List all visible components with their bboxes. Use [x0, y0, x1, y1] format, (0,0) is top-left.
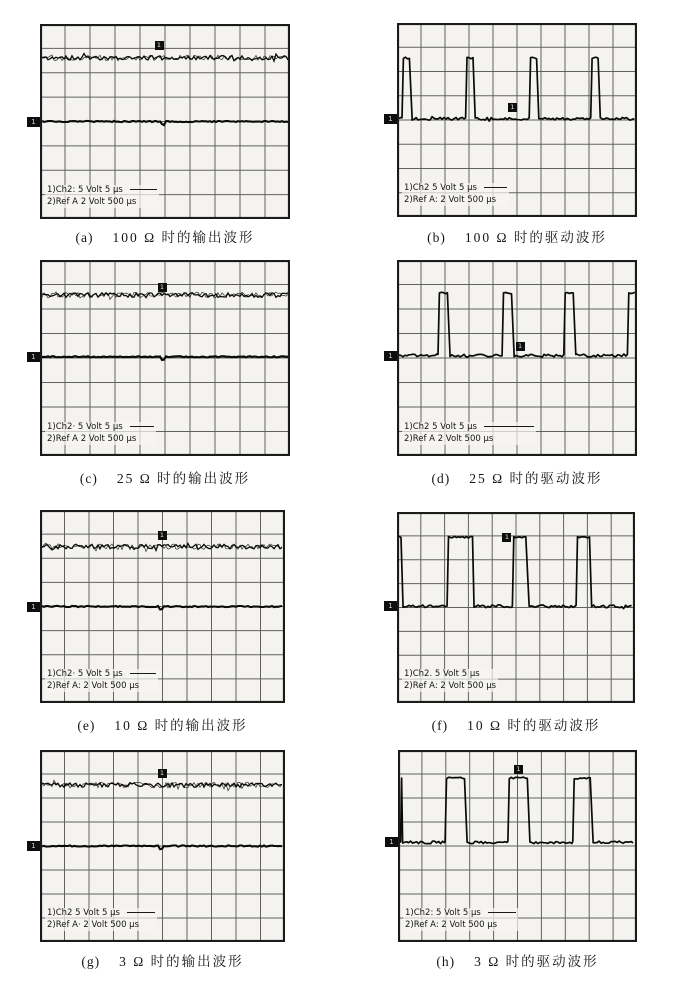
channel-marker-label: 1 [389, 838, 394, 847]
readout-line-2: 2)Ref A 2 Volt 500 μs [47, 196, 137, 207]
oscilloscope-screen [31, 750, 285, 942]
oscilloscope-screen [388, 512, 635, 703]
scope-readout [402, 422, 536, 445]
cursor-dash [130, 189, 157, 190]
channel-marker [27, 841, 40, 851]
channel-marker [27, 117, 40, 127]
trigger-marker-label: 1 [156, 40, 162, 49]
readout-line-1: 1)Ch2: 5 Volt 5 μs [47, 185, 123, 195]
channel-marker-label: 1 [388, 602, 393, 611]
figure-caption [5, 714, 320, 734]
figure-caption [5, 226, 325, 246]
trigger-marker [502, 533, 511, 542]
readout-line-2: 2)Ref A 2 Volt 500 μs [47, 433, 137, 444]
figure-caption [5, 467, 325, 487]
caption-text: 10 Ω 时的驱动波形 [467, 718, 601, 733]
channel-marker-label: 1 [31, 117, 36, 126]
figure-caption [362, 467, 672, 487]
trigger-marker-label: 1 [518, 342, 523, 351]
scope-readout [45, 422, 156, 445]
readout-line-2: 2)Ref A: 2 Volt 500 μs [47, 680, 140, 691]
channel-marker [27, 352, 40, 362]
caption-label: (c) [79, 471, 98, 486]
waveform-figure-b [388, 23, 637, 245]
cursor-dash [130, 426, 154, 427]
channel-marker-label: 1 [31, 602, 36, 611]
readout-line-2: 2)Ref A: 2 Volt 500 μs [404, 680, 497, 691]
waveform-figure-d [388, 260, 637, 486]
figure-caption [363, 950, 672, 970]
caption-text: 10 Ω 时的输出波形 [114, 718, 248, 733]
scope-readout [402, 669, 498, 692]
caption-text: 3 Ω 时的输出波形 [119, 954, 244, 969]
cursor-dash [484, 426, 534, 427]
trigger-marker-label: 1 [159, 530, 165, 539]
cursor-dash [484, 187, 507, 188]
caption-label: (a) [75, 230, 94, 245]
waveform-figure-c [31, 260, 290, 486]
channel-marker [384, 601, 397, 611]
readout-line-2: 2)Ref A 2 Volt 500 μs [404, 433, 494, 444]
cursor-dash [488, 912, 516, 913]
readout-line-1: 1)Ch2: 5 Volt 5 μs [405, 908, 481, 918]
scope-readout [45, 908, 157, 931]
oscilloscope-screen [388, 23, 637, 217]
channel-marker [384, 114, 397, 124]
figure-caption [362, 714, 670, 734]
readout-line-2: 2)Ref A: 2 Volt 500 μs [404, 194, 497, 205]
caption-text: 3 Ω 时的驱动波形 [474, 954, 599, 969]
scope-readout [403, 908, 518, 931]
readout-line-1: 1)Ch2. 5 Volt 5 μs [404, 669, 480, 679]
caption-label: (f) [431, 718, 449, 733]
channel-marker [384, 351, 397, 361]
trigger-marker-label: 1 [516, 765, 521, 774]
readout-line-1: 1)Ch2· 5 Volt 5 μs [47, 669, 123, 679]
waveform-figure-a [31, 24, 290, 245]
trigger-marker [516, 342, 525, 351]
readout-line-1: 1)Ch2 5 Volt 5 μs [404, 422, 477, 432]
readout-line-2: 2)Ref A· 2 Volt 500 μs [47, 919, 140, 930]
trigger-marker [158, 283, 167, 292]
channel-marker [385, 837, 398, 847]
trigger-marker-label: 1 [510, 103, 515, 112]
caption-text: 25 Ω 时的输出波形 [116, 471, 251, 486]
oscilloscope-screen [31, 260, 290, 456]
channel-marker-label: 1 [388, 114, 393, 123]
waveform-figure-h [389, 750, 637, 969]
cursor-dash [127, 912, 155, 913]
figure-caption [5, 950, 320, 970]
caption-label: (b) [427, 230, 446, 245]
readout-line-2: 2)Ref A: 2 Volt 500 μs [405, 919, 498, 930]
trigger-marker-label: 1 [159, 768, 165, 777]
caption-label: (d) [431, 471, 451, 486]
channel-marker-label: 1 [31, 352, 36, 361]
readout-line-1: 1)Ch2 5 Volt 5 μs [404, 183, 477, 193]
trigger-marker [158, 769, 167, 778]
waveform-figure-f [388, 512, 635, 733]
scope-readout [45, 669, 158, 692]
scope-readout [402, 183, 509, 206]
waveform-figure-e [31, 510, 285, 733]
trigger-marker [514, 765, 523, 774]
caption-label: (g) [81, 954, 101, 969]
trigger-marker-label: 1 [159, 283, 165, 292]
trigger-marker-label: 1 [504, 533, 510, 542]
trigger-marker [155, 41, 164, 50]
trigger-marker [508, 103, 517, 112]
caption-text: 100 Ω 时的驱动波形 [464, 230, 607, 245]
channel-marker [27, 602, 40, 612]
readout-line-1: 1)Ch2· 5 Volt 5 μs [47, 422, 123, 432]
oscilloscope-screen [389, 750, 637, 942]
channel-marker-label: 1 [388, 351, 393, 360]
caption-text: 100 Ω 时的输出波形 [112, 230, 255, 245]
oscilloscope-screen [31, 510, 285, 703]
caption-text: 25 Ω 时的驱动波形 [469, 471, 603, 486]
trigger-marker [158, 531, 167, 540]
cursor-dash [130, 673, 156, 674]
waveform-figure-g [31, 750, 285, 969]
figure-caption [362, 226, 672, 246]
caption-label: (h) [436, 954, 456, 969]
caption-label: (e) [77, 718, 96, 733]
oscilloscope-screen [388, 260, 637, 456]
readout-line-1: 1)Ch2 5 Volt 5 μs [47, 908, 120, 918]
oscilloscope-screen [31, 24, 290, 219]
scope-readout [45, 185, 159, 208]
channel-marker-label: 1 [31, 842, 36, 850]
